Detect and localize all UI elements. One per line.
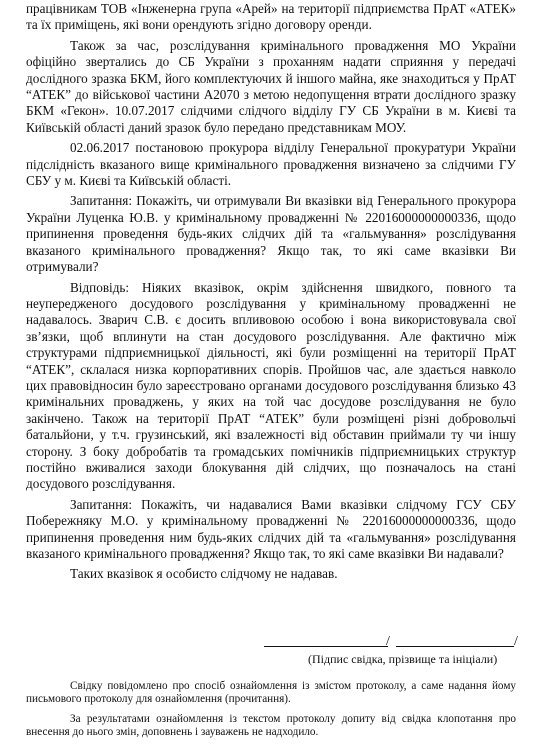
signature-line bbox=[264, 646, 388, 647]
name-line bbox=[396, 646, 514, 647]
paragraph-arey-premises: працівникам ТОВ «Інженерна група «Арей» на території підприємства ПрАТ «АТЕК» та їх приміщень, які вони орендують згідно договору оренди. bbox=[26, 1, 516, 33]
question-poberezhniak: Запитання: Покажіть, чи надавалися Вами вказівки слідчому ГСУ СБУ Побережняку М.О. у кримінальному провадженні № 22016000000000336, щодо припинення проведення ним будь-яких слідчих дій та «гальмування» розслідування вказаного кримінального провадження? Якщо так, то які саме вказівки Ви надавали? bbox=[26, 496, 516, 561]
protocol-footer bbox=[26, 680, 516, 740]
question-lutsenko: Запитання: Покажіть, чи отримували Ви вказівки від Генерального прокурора України Луценка Ю.В. у кримінальному провадженні № 22016000000000336, щодо припинення проведення будь-яких слідчих дій та «гальмування» розслідування вказаного кримінального провадження? Якщо так, то які саме вказівки Ви отримували? bbox=[26, 193, 516, 275]
paragraph-jurisdiction: 02.06.2017 постановою прокурора відділу Генеральної прокуратури України підслідність вказаного вище кримінального провадження визначено за слідчими ГУ СБУ у м. Києві та Київській області. bbox=[26, 140, 516, 189]
signature-separator-end: / bbox=[514, 634, 518, 649]
footer-note-familiarization: Свідку повідомлено про спосіб ознайомлення із змістом протоколу, а саме надання йому письмового протоколу для ознайомлення (прочитання). bbox=[26, 680, 516, 706]
paragraph-mou-request: Також за час, розслідування кримінального провадження МО України офіційно звертались до СБ України з проханням надати сприяння у передачі дослідного зразка БКМ, його комплектуючих й іншого майна, яке знаходиться у ПрАТ “АТЕК” до військової частини А2070 з метою недопущення втрати дослідного зразку БКМ «Гекон». 10.07.2017 слідчими слідчого відділу ГУ СБ України в м. Києві та Київській області даний зразок було передано представникам МОУ. bbox=[26, 37, 516, 135]
signature-lines bbox=[264, 634, 522, 650]
answer-no-instructions-given: Таких вказівок я особисто слідчому не надавав. bbox=[70, 566, 338, 582]
footer-note-no-motions: За результатами ознайомлення із текстом протоколу допиту від свідка клопотання про внесення до нього змін, доповнень і зауважень не надходило. bbox=[26, 712, 516, 739]
signature-separator: / bbox=[386, 634, 390, 649]
answer-no-instructions: Відповідь: Ніяких вказівок, окрім здійснення швидкого, повного та неупередженого досудового розслідування у кримінальному провадженні не надавалось. Зварич С.В. є досить впливовою особою і вона використовувала свої зв’язки, щоб вплинути на стан досудового розслідування. Але фактично між структурами підприємницької діяльності, які були розміщенні на території ПрАТ “АТЕК”, склалася низка корпоративних спорів. Пройшов час, але здається навколо цих правовідносин було зареєстровано органами досудового розслідування близько 43 кримінальних проваджень, у яких на той час досудове розслідування не було закінчено. Також на території ПрАТ “АТЕК” були розміщені різні добровольчі батальйони, у т.ч. грузинський, які взалежності від обставин приймали ту чи іншу сторону. З боку добробатів та громадських помічників підприємницьких структур постійно вживалися заходи блокування дій слідчих, що позначалось на стані досудового розслідування. bbox=[26, 279, 516, 492]
signature-caption: (Підпис свідка, прізвище та ініціали) bbox=[308, 652, 498, 666]
